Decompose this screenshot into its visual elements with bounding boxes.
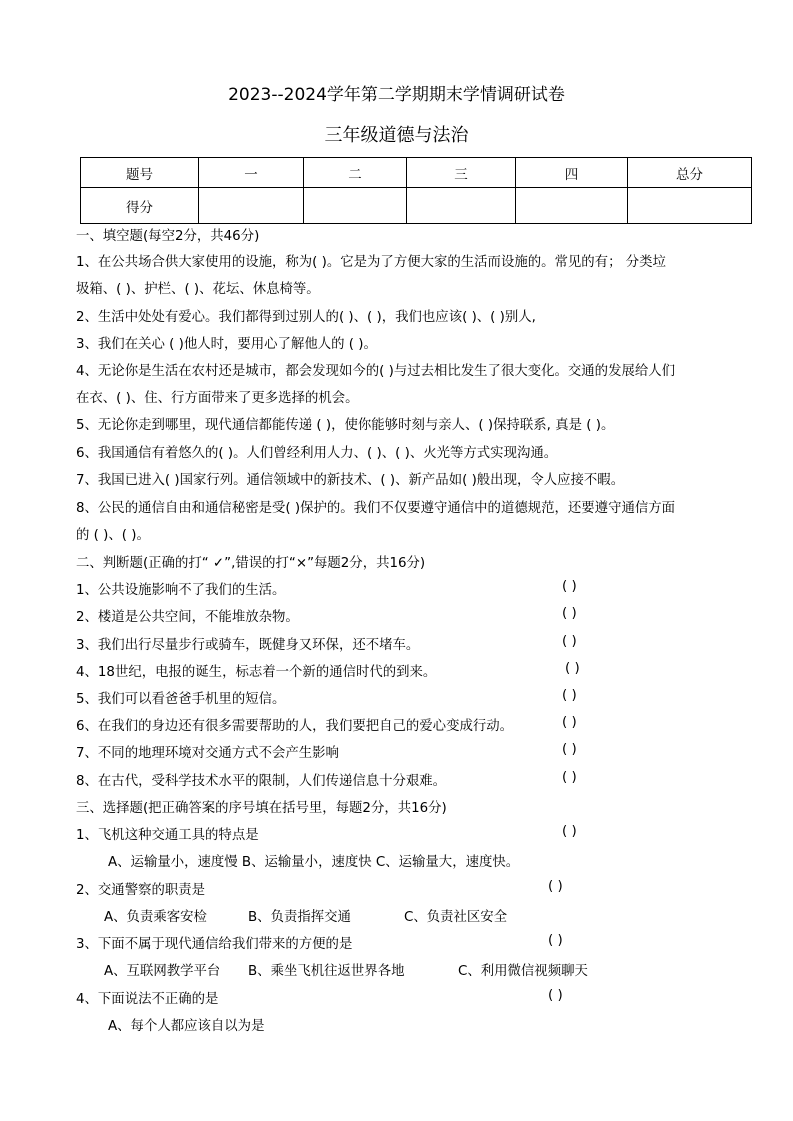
fill-question-line: 2、生活中处处有爱心。我们都得到过别人的( )、( )，我们也应该( )、( )别人, xyxy=(76,310,536,325)
choice-option-c: C、负责社区安全 xyxy=(404,910,508,925)
fill-question-line: 圾箱、( )、护栏、( )、花坛、休息椅等。 xyxy=(76,282,320,297)
fill-question-line: 5、无论你走到哪里，现代通信都能传递 ( )，使你能够时刻与亲人、( )保持联系, 真是 ( )。 xyxy=(76,418,615,433)
answer-bracket[interactable]: ( ) xyxy=(562,770,577,785)
fill-question-line: 8、公民的通信自由和通信秘密是受( )保护的。我们不仅要遵守通信中的道德规范，还要遵守通信方面 xyxy=(76,501,676,516)
choice-question: 1、飞机这种交通工具的特点是 xyxy=(76,828,259,843)
judge-question: 2、楼道是公共空间，不能堆放杂物。 xyxy=(76,610,299,625)
judge-question: 8、在古代，受科学技术水平的限制，人们传递信息十分艰难。 xyxy=(76,774,447,789)
choice-option-a: A、负责乘客安检 xyxy=(104,910,207,925)
score-table-header-row xyxy=(81,158,752,188)
fill-question-line: 1、在公共场合供大家使用的设施，称为( )。它是为了方便大家的生活而设施的。常见的有； 分类垃 xyxy=(76,255,666,270)
table-cell: 一 xyxy=(199,158,304,188)
choice-option-c: C、利用微信视频聊天 xyxy=(458,964,588,979)
answer-bracket[interactable]: ( ) xyxy=(548,933,563,948)
judge-question: 3、我们出行尽量步行或骑车，既健身又环保，还不堵车。 xyxy=(76,638,420,653)
table-cell: 四 xyxy=(516,158,628,188)
answer-bracket[interactable]: ( ) xyxy=(562,715,577,730)
answer-bracket[interactable]: ( ) xyxy=(562,579,577,594)
fill-question-line: 3、我们在关心 ( )他人时，要用心了解他人的 ( )。 xyxy=(76,337,377,352)
fill-question-line: 7、我国已进入( )国家行列。通信领域中的新技术、( )、新产品如( )般出现，令人应接不暇。 xyxy=(76,473,625,488)
choice-question: 4、下面说法不正确的是 xyxy=(76,992,219,1007)
judge-question: 7、不同的地理环境对交通方式不会产生影响 xyxy=(76,746,339,761)
score-input-cell[interactable] xyxy=(516,188,628,224)
choice-options: A、运输量小，速度慢 B、运输量小，速度快 C、运输量大，速度快。 xyxy=(108,855,520,870)
score-table-score-row xyxy=(81,188,752,224)
exam-subtitle: 三年级道德与法治 xyxy=(324,125,469,146)
answer-bracket[interactable]: ( ) xyxy=(548,988,563,1003)
score-table xyxy=(80,157,752,224)
section1-heading: 一、填空题(每空2分，共46分) xyxy=(76,229,260,244)
fill-question-line: 的 ( )、( )。 xyxy=(76,528,150,543)
answer-bracket[interactable]: ( ) xyxy=(562,688,577,703)
table-cell: 题号 xyxy=(81,158,199,188)
choice-option-a: A、互联网教学平台 xyxy=(104,964,221,979)
answer-bracket[interactable]: ( ) xyxy=(548,879,563,894)
table-cell: 总分 xyxy=(628,158,752,188)
score-input-cell[interactable] xyxy=(407,188,516,224)
section3-heading: 三、选择题(把正确答案的序号填在括号里，每题2分，共16分) xyxy=(76,801,447,816)
choice-question: 2、交通警察的职责是 xyxy=(76,883,206,898)
fill-question-line: 在衣、( )、住、行方面带来了更多选择的机会。 xyxy=(76,391,359,406)
choice-option-b: B、负责指挥交通 xyxy=(248,910,351,925)
choice-question: 3、下面不属于现代通信给我们带来的方便的是 xyxy=(76,937,353,952)
judge-question: 1、公共设施影响不了我们的生活。 xyxy=(76,583,286,598)
fill-question-line: 4、无论你是生活在农村还是城市，都会发现如今的( )与过去相比发生了很大变化。交通的发展给人们 xyxy=(76,364,676,379)
answer-bracket[interactable]: ( ) xyxy=(565,661,580,676)
answer-bracket[interactable]: ( ) xyxy=(562,634,577,649)
table-cell: 得分 xyxy=(81,188,199,224)
score-input-cell[interactable] xyxy=(199,188,304,224)
section2-heading: 二、判断题(正确的打“ ✓”,错误的打“×”每题2分，共16分) xyxy=(76,556,426,571)
score-input-cell[interactable] xyxy=(304,188,407,224)
answer-bracket[interactable]: ( ) xyxy=(562,606,577,621)
choice-option-b: B、乘坐飞机往返世界各地 xyxy=(248,964,405,979)
exam-title: 2023--2024学年第二学期期末学情调研试卷 xyxy=(228,85,565,105)
judge-question: 4、18世纪，电报的诞生，标志着一个新的通信时代的到来。 xyxy=(76,665,437,680)
judge-question: 6、在我们的身边还有很多需要帮助的人，我们要把自己的爱心变成行动。 xyxy=(76,719,514,734)
answer-bracket[interactable]: ( ) xyxy=(562,824,577,839)
fill-question-line: 6、我国通信有着悠久的( )。人们曾经利用人力、( )、( )、火光等方式实现沟通。 xyxy=(76,446,558,461)
table-cell: 二 xyxy=(304,158,407,188)
answer-bracket[interactable]: ( ) xyxy=(562,742,577,757)
judge-question: 5、我们可以看爸爸手机里的短信。 xyxy=(76,692,286,707)
table-cell: 三 xyxy=(407,158,516,188)
score-input-cell[interactable] xyxy=(628,188,752,224)
choice-option-a: A、每个人都应该自以为是 xyxy=(108,1019,265,1034)
